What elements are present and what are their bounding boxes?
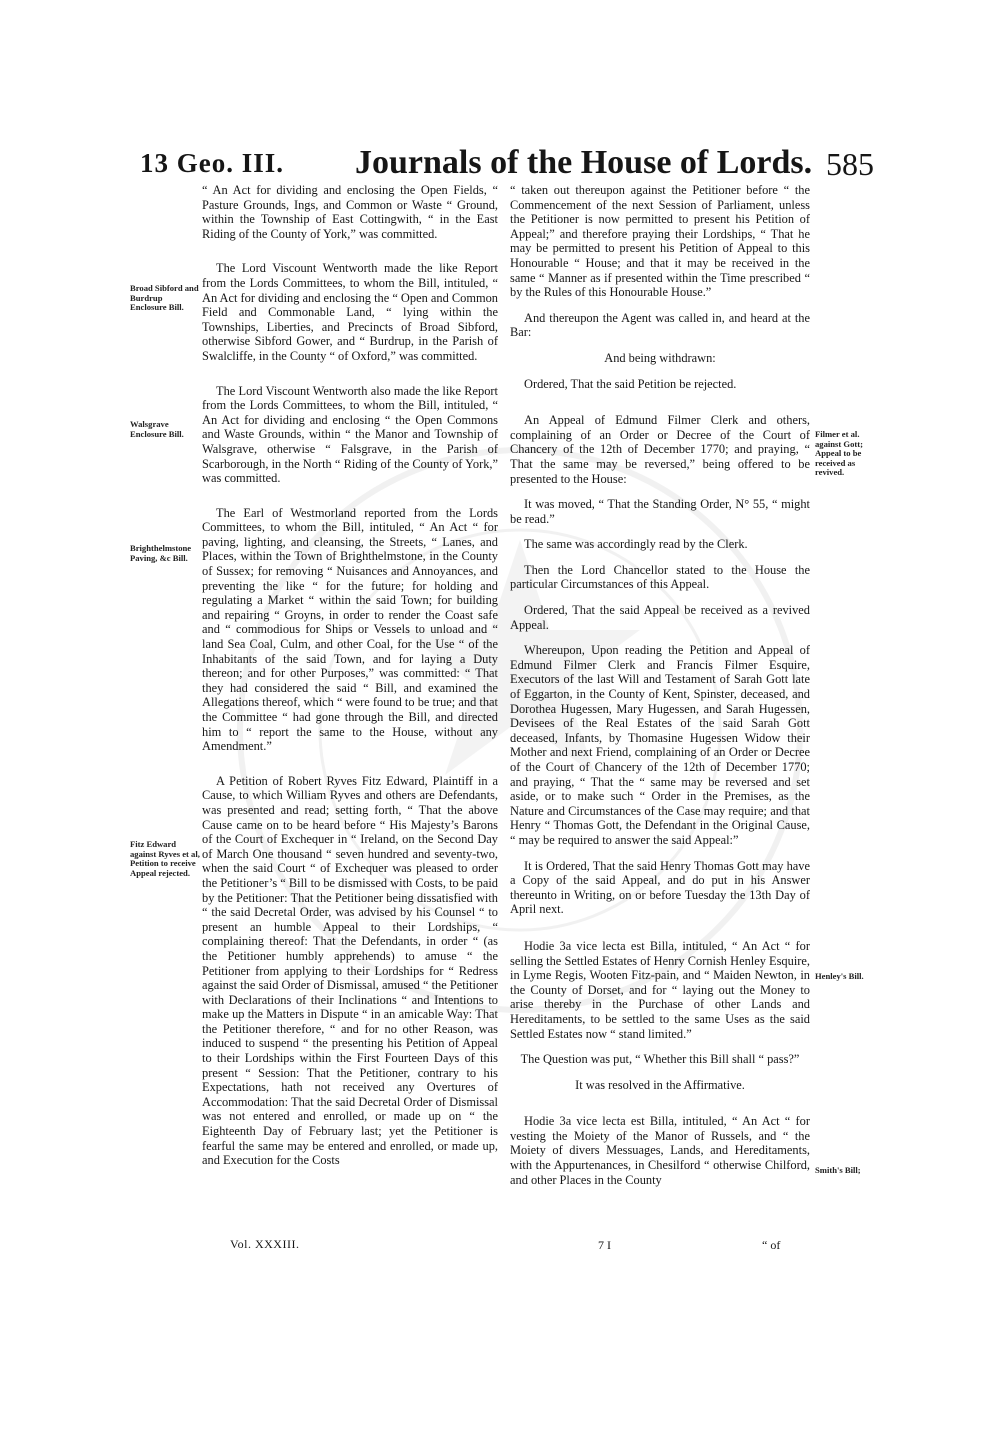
margin-note-filmer: Filmer et al. against Gott; Appeal to be received as revived. — [815, 429, 863, 478]
left-paragraph: The Lord Viscount Wentworth also made the like Report from the Lords Committees, to whom the Bill, intituled, “ An Act for dividing and enclosing “ the Open Commons and Waste Grounds, within “ the Manor and Township of Walsgrave, otherwise “ Falsgrave, in the Parish of Scarborough, in the North “ Riding of the County of York,” was committed. — [202, 383, 498, 486]
journal-title: Journals of the House of Lords. — [355, 144, 813, 181]
right-paragraph: Hodie 3a vice lecta est Billa, intituled, “ An Act “ for vesting the Moiety of the Manor of Russels, and “ the Moiety of divers Messuages, Lands, and Hereditaments, with the Appurtenances, in Chesilford “ otherwise Chilford, and other Places in the County — [510, 1114, 810, 1187]
left-column — [202, 183, 498, 1179]
left-paragraph: “ An Act for dividing and enclosing the Open Fields, “ Pasture Grounds, Ings, and Common or Waste “ Ground, within the Township of East Cottingwith, “ in the East Riding of the County of York,” was committed. — [202, 183, 498, 241]
signature-mark: 7 I — [598, 1238, 611, 1252]
catchword: “ of — [762, 1238, 781, 1252]
right-column — [510, 183, 810, 1198]
right-paragraph: An Appeal of Edmund Filmer Clerk and others, complaining of an Order or Decree of the Court of Chancery of the 12th of December 1770; and praying, “ That the same may be reversed,” being offered to be presented to the House: — [510, 413, 810, 486]
regnal-year: 13 Geo. III. — [140, 148, 285, 178]
right-paragraph: “ taken out thereupon against the Petitioner before “ the Commencement of the next Session of Parliament, unless the Petitioner is now permitted to present his Petition of Appeal;” and therefore praying their Lordships, “ That he may be permitted to present his Petition of Appeal to this Honourable “ House; and that it may be received in the same “ Manner as if presented within the Time prescribed “ by the Rules of this Honourable House.” — [510, 183, 810, 300]
right-paragraph: Then the Lord Chancellor stated to the House the particular Circumstances of this Appeal. — [510, 562, 810, 592]
right-paragraph: It was moved, “ That the Standing Order, N° 55, “ might be read.” — [510, 497, 810, 526]
right-paragraph: It is Ordered, That the said Henry Thomas Gott may have a Copy of the said Appeal, and do put in his Answer thereunto in Writing, on or before Tuesday the 13th Day of April next. — [510, 858, 810, 917]
right-paragraph: And thereupon the Agent was called in, and heard at the Bar: — [510, 310, 810, 340]
left-paragraph: The Earl of Westmorland reported from the Lords Committees, to whom the Bill, intituled, “ An Act “ for paving, lighting, and cleansing, the Streets, “ Lanes, and Places, within the Town of Brighthelmstone, in the County of Sussex; for removing “ Nuisances and Annoyances, and preventing the like “ for the future; for holding and regulating a Market “ within the said Town; for building and repairing “ Groyns, in order to render the Coast safe and “ commodious for Ships or Vessels to unload and “ land Sea Coal, Culm, and other Coal, for the Use “ of the Inhabitants of the said Town, and for laying a Duty thereon; and for other Purposes,” was committed: “ That they had considered the said “ Bill, and examined the Allegations thereof, which “ were found to be true; and that the Committee “ had gone through the Bill, and directed him to “ report the same to the House, without any Amendment.” — [202, 505, 498, 754]
right-paragraph: Whereupon, Upon reading the Petition and Appeal of Edmund Filmer Clerk and Francis Filmer Esquire, Executors of the last Will and Testament of Sarah Gott late of Eggarton, in the County of Kent, Spinster, deceased, and Dorothea Hugessen, Mary Hugessen, and Sarah Hugessen, Devisees of the Real Estates of the said Sarah Gott deceased, Infants, by Thomasine Hugessen Widow their Mother and next Friend, complaining of an Order or Decree of the Court of Chancery of the 12th of December 1770; and praying, “ That the “ same may be reversed and set aside, or to make such “ Order in the Premises, as the Nature and Circumstances of the Case may require; and that Henry “ Thomas Gott, the Defendant in the Original Cause, “ may be required to answer the said Appeal:” — [510, 643, 810, 847]
margin-note-smith: Smith's Bill; — [815, 1165, 861, 1175]
left-paragraph: A Petition of Robert Ryves Fitz Edward, Plaintiff in a Cause, to which William Ryves and others are Defendants, was presented and read; setting forth, “ That the above Cause came on to be heard before “ His Majesty’s Barons of the Court of Exchequer in “ Ireland, on the Second Day of March One thousand “ seven hundred and seventy-two, when the said Court “ of Exchequer was pleased to order the Petitioner’s “ Bill to be dismissed with Costs, to be paid by the Petitioner: That the Petitioner being dissatisfied with “ the said Decretal Order, was advised by his Counsel “ to present an humble Appeal to their Lordships, “ complaining thereof: That the Defendants, in order “ (as the Petitioner humbly apprehends) to amuse “ the Petitioner from applying to their Lordships for “ Redress against the said Order of Dismissal, amused “ the Petitioner with Declarations of their Inclinations “ and Intentions to make up the Matters in Dispute “ in an amicable Way: That the Petitioner therefore, “ and for no other Reason, was induced to suspend “ the presenting his Petition of Appeal to their Lordships within the First Fourteen Days of this present “ Session: That the Petitioner, contrary to his Expectations, hath not received any Overtures of Accommodation: That the said Decretal Order of Dismissal was not entered and enrolled, or made up on “ the Eighteenth Day of February last; yet the Petitioner is fearful the same may be entered and enrolled, or made up, and Execution for the Costs — [202, 773, 498, 1168]
margin-note-henley: Henley's Bill. — [815, 971, 864, 981]
right-paragraph: Ordered, That the said Appeal be received as a revived Appeal. — [510, 603, 810, 632]
right-paragraph: Ordered, That the said Petition be rejected. — [524, 376, 737, 391]
volume-label: Vol. XXXIII. — [230, 1237, 300, 1251]
margin-note-brighthelmstone: Brighthelmstone Paving, &c Bill. — [130, 543, 192, 563]
page-header — [0, 144, 992, 188]
right-paragraph: And being withdrawn: — [604, 350, 716, 365]
right-paragraph: The Question was put, “ Whether this Bill shall “ pass?” — [520, 1052, 800, 1067]
page-number: 585 — [826, 146, 874, 182]
right-paragraph: The same was accordingly read by the Clerk. — [524, 537, 748, 552]
margin-note-fitz-edward: Fitz Edward against Ryves et al, Petition to receive Appeal rejected. — [130, 839, 200, 878]
margin-note-walsgrave: Walsgrave Enclosure Bill. — [130, 419, 184, 439]
margin-note-broad-sibford: Broad Sibford and Burdrup Enclosure Bill. — [130, 283, 199, 313]
right-paragraph: It was resolved in the Affirmative. — [575, 1077, 745, 1092]
left-paragraph: The Lord Viscount Wentworth made the like Report from the Lords Committees, to whom the Bill, intituled, “ An Act for dividing and enclosing the “ Open and Common Field and Commonable Land, “ lying within the Townships, Liberties, and Precincts of Broad Sibford, otherwise Sibford Gower, and “ Burdrup, in the Parish of Swalcliffe, in the County “ of Oxford,” was committed. — [202, 261, 498, 363]
right-paragraph: Hodie 3a vice lecta est Billa, intituled, “ An Act “ for selling the Settled Estates of Henry Cornish Henley Esquire, in Lyme Regis, Wooten Fitz-pain, and “ Maiden Newton, in the County of Dorset, and for “ laying out the Money to arise thereby in the Purchase of other Lands and Hereditaments, to be settled to the same Uses as the said Settled Estates now “ stand limited.” — [510, 938, 810, 1041]
